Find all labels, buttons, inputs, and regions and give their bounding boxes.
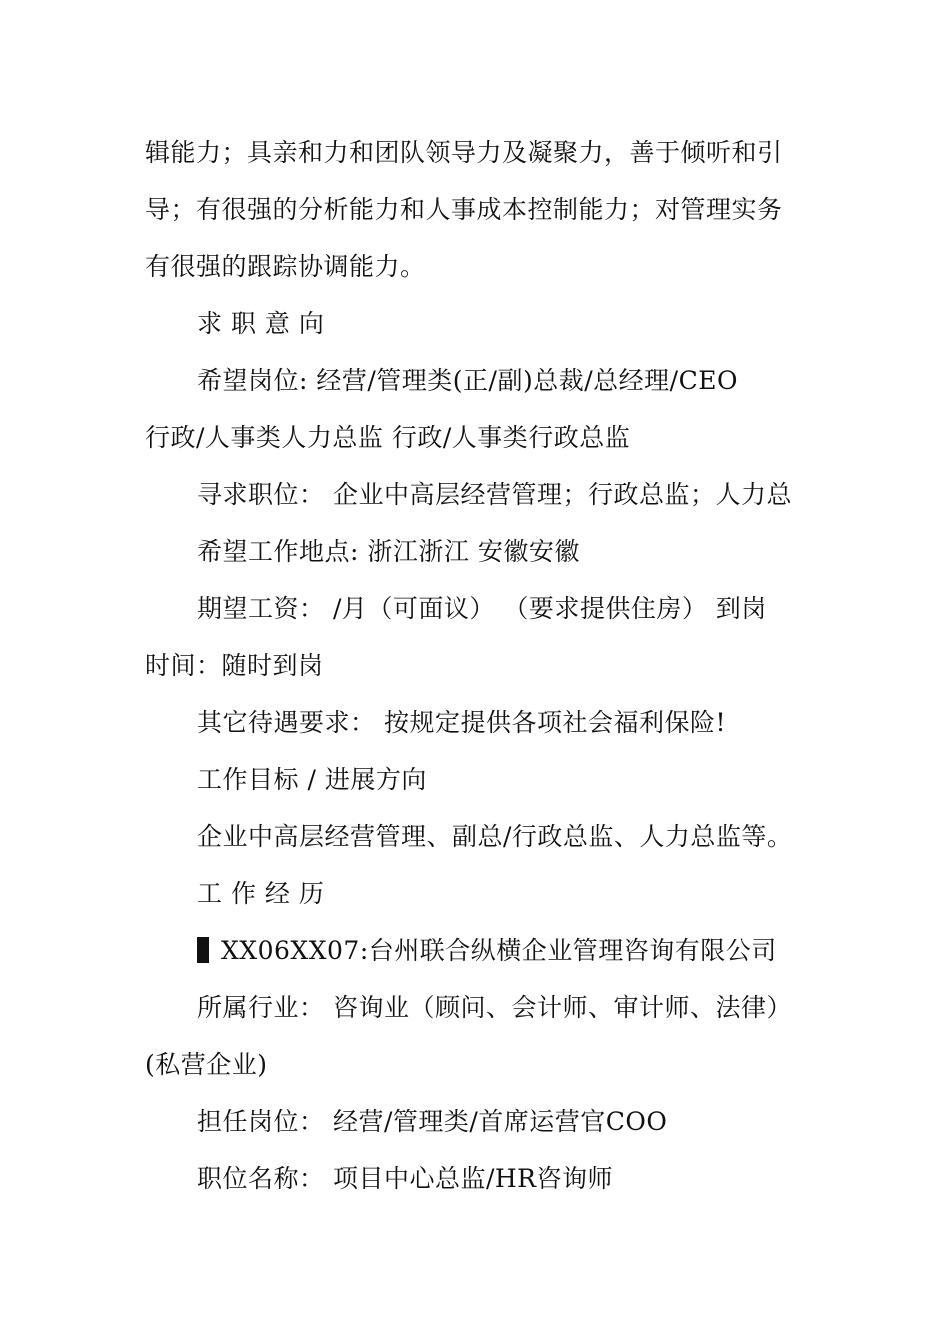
text-line: [197, 934, 810, 968]
text-line: 行政/人事类人力总监 行政/人事类行政总监: [145, 423, 631, 452]
text-line: 担任岗位： 经营/管理类/首席运营官COO: [197, 1107, 668, 1136]
text-line: 企业中高层经营管理、副总/行政总监、人力总监等。: [197, 822, 793, 851]
text-line: 寻求职位： 企业中高层经营管理；行政总监；人力总: [197, 480, 792, 509]
section-heading: 求 职 意 向: [197, 309, 325, 338]
text-line: 希望岗位: 经营/管理类(正/副)总裁/总经理/CEO: [197, 366, 738, 395]
text-line: 职位名称： 项目中心总监/HR咨询师: [197, 1164, 613, 1193]
experience-entry: XX06XX07:台州联合纵横企业管理咨询有限公司: [221, 936, 777, 965]
text-line: 导；有很强的分析能力和人事成本控制能力；对管理实务: [145, 195, 783, 224]
text-line: (私营企业): [145, 1050, 268, 1079]
text-line: 期望工资： /月（可面议） （要求提供住房） 到岗: [197, 594, 767, 623]
text-line: 辑能力；具亲和力和团队领导力及凝聚力，善于倾听和引: [145, 138, 783, 167]
text-line: 有很强的跟踪协调能力。: [145, 252, 426, 281]
text-line: 所属行业： 咨询业（顾问、会计师、审计师、法律）: [197, 993, 792, 1022]
text-line: 其它待遇要求： 按规定提供各项社会福利保险!: [197, 708, 726, 737]
section-heading: 工 作 经 历: [197, 879, 325, 908]
bullet-icon: [197, 937, 209, 963]
section-heading: 工作目标 / 进展方向: [197, 765, 427, 794]
text-line: 时间：随时到岗: [145, 651, 324, 680]
text-line: 希望工作地点: 浙江浙江 安徽安徽: [197, 537, 580, 566]
